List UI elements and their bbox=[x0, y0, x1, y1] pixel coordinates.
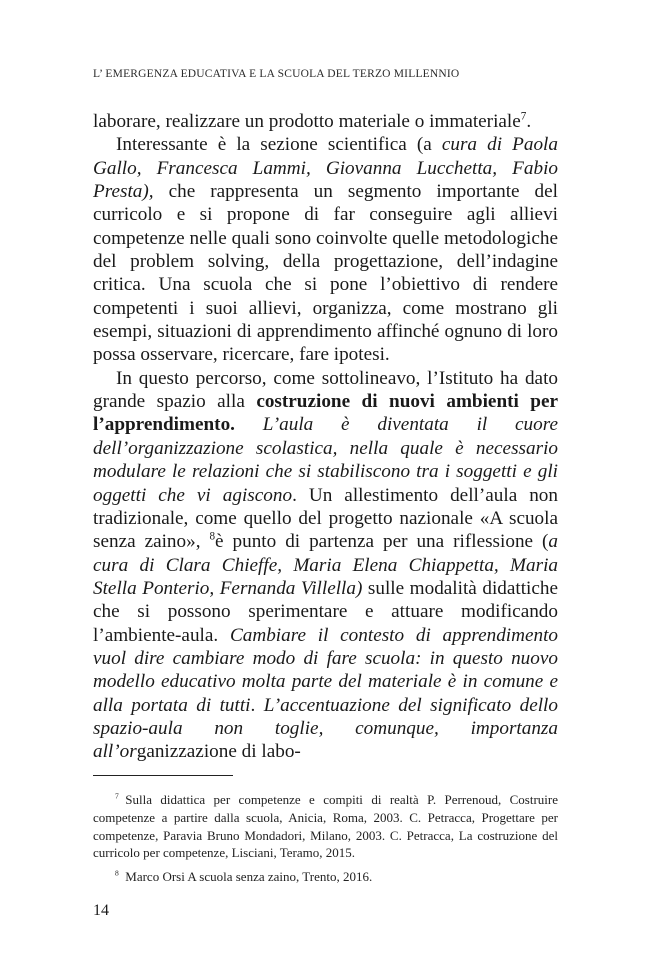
footnote-number: 8 bbox=[115, 868, 119, 878]
text-run bbox=[235, 414, 263, 435]
text-run: In questo percorso, come sottolineavo, l’Istituto ha dato grande spazio alla bbox=[93, 367, 558, 413]
footnotes bbox=[93, 791, 558, 892]
italic-run: cura di Paola Gallo, Francesca Lammi, Giovanna Lucchetta, Fabio Presta), bbox=[93, 134, 558, 203]
text-run: . bbox=[526, 111, 532, 132]
text-run: . bbox=[250, 694, 264, 716]
text-run: Interessante è la sezione scientifica (a bbox=[116, 134, 442, 156]
footnote-text: Marco Orsi A scuola senza zaino, Trento, 2016. bbox=[125, 869, 373, 885]
body-paragraph bbox=[93, 367, 558, 764]
footnote-separator bbox=[93, 775, 233, 776]
text-run: è punto di partenza per una riflessione ( bbox=[215, 531, 549, 553]
italic-run: L’accentuazione del significato dello spazio-aula non toglie, comunque, importanza all’or bbox=[93, 694, 558, 763]
text-run: ganizzazione di labo- bbox=[136, 741, 301, 763]
footnote-marker: 8 bbox=[209, 530, 216, 543]
text-run: laborare, realizzare un prodotto materiale o immateriale bbox=[93, 111, 521, 132]
text-run: . Un allestimento dell’aula non tradizionale, come quello del progetto nazionale «A scuola senza zaino», bbox=[93, 484, 558, 553]
bold-run: costruzione di nuovi ambienti per l’apprendimento. bbox=[93, 391, 558, 436]
italic-run: Cambiare il contesto di apprendimento vuol dire cambiare modo di fare scuola: in questo nuovo modello educativo molta parte del materiale è in comune e alla portata di tutti bbox=[93, 624, 559, 716]
footnote-number: 7 bbox=[115, 791, 119, 801]
text-run: che rappresenta un segmento importante del curricolo e si propone di far conseguire agli allievi competenze nelle quali sono coinvolte quelle metodologiche del problem solving, della progettazione, dell’indagine critica. Una scuola che si pone l’obiettivo di rendere competenti i suoi allievi, organizza, come mostrano gli esempi, situazioni di apprendimento affinché ognuno di loro possa osservare, ricercare, fare ipotesi. bbox=[93, 181, 558, 366]
footnote bbox=[93, 868, 558, 886]
italic-run: L’aula è diventata il cuore dell’organizzazione scolastica, nella quale è necessario modulare le relazioni che si stabiliscono tra i soggetti e gli oggetti che vi agiscono bbox=[93, 414, 559, 506]
body-paragraph bbox=[93, 110, 558, 133]
page-number: 14 bbox=[93, 902, 109, 919]
footnote-text: Sulla didattica per competenze e compiti di realtà P. Perrenoud, Costruire competenze a partire dalla scuola, Anicia, Roma, 2003. C. Petracca, Progettare per competenze, Paravia Bruno Mondadori, Milano, 2003. C. Petracca, La costruzione del curricolo per competenze, Lisciani, Teramo, 2015. bbox=[93, 792, 558, 861]
running-header: L’ EMERGENZA EDUCATIVA E LA SCUOLA DEL TERZO MILLENNIO bbox=[93, 68, 460, 80]
body-paragraph bbox=[93, 133, 558, 366]
footnote bbox=[93, 791, 558, 862]
text-run: sulle modalità didattiche che si possono sperimentare e attuare modificando l’ambiente-aula. bbox=[93, 577, 559, 646]
footnote-marker: 7 bbox=[520, 110, 527, 123]
body-text bbox=[93, 110, 558, 764]
italic-run: a cura di Clara Chieffe, Maria Elena Chiappetta, Maria Stella Ponterio, Fernanda Villella) bbox=[93, 531, 559, 599]
